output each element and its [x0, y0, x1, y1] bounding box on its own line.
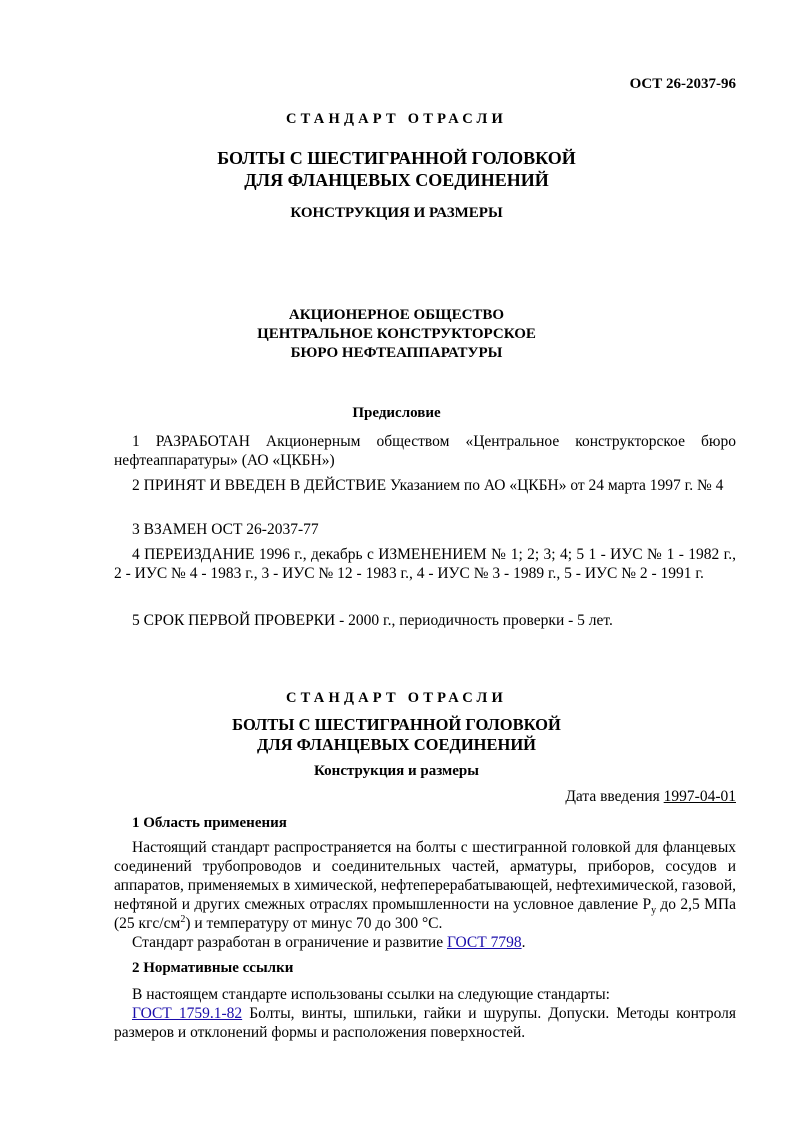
cover-title-line2: ДЛЯ ФЛАНЦЕВЫХ СОЕДИНЕНИЙ	[244, 170, 549, 190]
preface-heading: Предисловие	[352, 405, 441, 421]
section2-heading: 2 Нормативные ссылки	[132, 960, 294, 976]
section1-para2: Стандарт разработан в ограничение и развитие ГОСТ 7798.	[132, 934, 526, 951]
standard-title-line2: ДЛЯ ФЛАНЦЕВЫХ СОЕДИНЕНИЙ	[256, 735, 537, 754]
introduction-date	[440, 788, 736, 806]
preface-item-1: 1 РАЗРАБОТАН Акционерным обществом «Центральное конструкторское бюро нефтеаппаратуры» (АО «ЦКБН»)	[114, 433, 736, 469]
standard-subtitle: Конструкция и размеры	[314, 763, 479, 779]
doc-code: ОСТ 26-2037-96	[629, 76, 736, 92]
org-line2: ЦЕНТРАЛЬНОЕ КОНСТРУКТОРСКОЕ	[257, 326, 536, 342]
date-value-link[interactable]: 1997-04-01	[663, 788, 736, 805]
section1-heading: 1 Область применения	[132, 815, 287, 831]
standard-title-line1: БОЛТЫ С ШЕСТИГРАННОЙ ГОЛОВКОЙ	[232, 715, 561, 734]
standard-kicker: СТАНДАРТ ОТРАСЛИ	[285, 690, 508, 706]
preface-item-5: 5 СРОК ПЕРВОЙ ПРОВЕРКИ - 2000 г., периодичность проверки - 5 лет.	[132, 612, 613, 629]
section2-ref: ГОСТ 1759.1-82 Болты, винты, шпильки, гайки и шурупы. Допуски. Методы контроля размеров и отклонений формы и расположения поверхностей.	[114, 1005, 736, 1041]
gost-1759-link[interactable]: ГОСТ 1759.1-82	[132, 1005, 243, 1022]
org-line1: АКЦИОНЕРНОЕ ОБЩЕСТВО	[288, 307, 505, 323]
date-label: Дата введения	[565, 788, 660, 805]
cover-subtitle: КОНСТРУКЦИЯ И РАЗМЕРЫ	[290, 205, 503, 221]
cover-title-line1: БОЛТЫ С ШЕСТИГРАННОЙ ГОЛОВКОЙ	[217, 148, 576, 168]
preface-item-4: 4 ПЕРЕИЗДАНИЕ 1996 г., декабрь с ИЗМЕНЕНИЕМ № 1; 2; 3; 4; 5 1 - ИУС № 1 - 1982 г., 2 - ИУС № 4 - 1983 г., 3 - ИУС № 12 - 1983 г., 4 - ИУС № 3 - 1989 г., 5 - ИУС № 2 - 1991 г.	[114, 546, 736, 582]
preface-item-3: 3 ВЗАМЕН ОСТ 26-2037-77	[132, 521, 319, 538]
section1-para1: Настоящий стандарт распространяется на болты с шестигранной головкой для фланцевых соединений трубопроводов и соединительных частей, арматуры, приборов, сосудов и аппаратов, применяемых в химической, нефтеперерабатывающей, нефтехимической, газовой, нефтяной и других смежных отраслях промышленности на условное давление $Р_у$ до 2,5 МПа (25 кгс/$см^2$) и температуру от минус 70 до 300 °С.	[114, 839, 736, 932]
cover-kicker: СТАНДАРТ ОТРАСЛИ	[285, 111, 508, 127]
gost-7798-link[interactable]: ГОСТ 7798	[446, 934, 522, 951]
section2-intro: В настоящем стандарте использованы ссылки на следующие стандарты:	[132, 986, 610, 1003]
org-line3: БЮРО НЕФТЕАППАРАТУРЫ	[290, 345, 503, 361]
preface-item-2: 2 ПРИНЯТ И ВВЕДЕН В ДЕЙСТВИЕ Указанием по АО «ЦКБН» от 24 марта 1997 г. № 4	[132, 477, 724, 494]
